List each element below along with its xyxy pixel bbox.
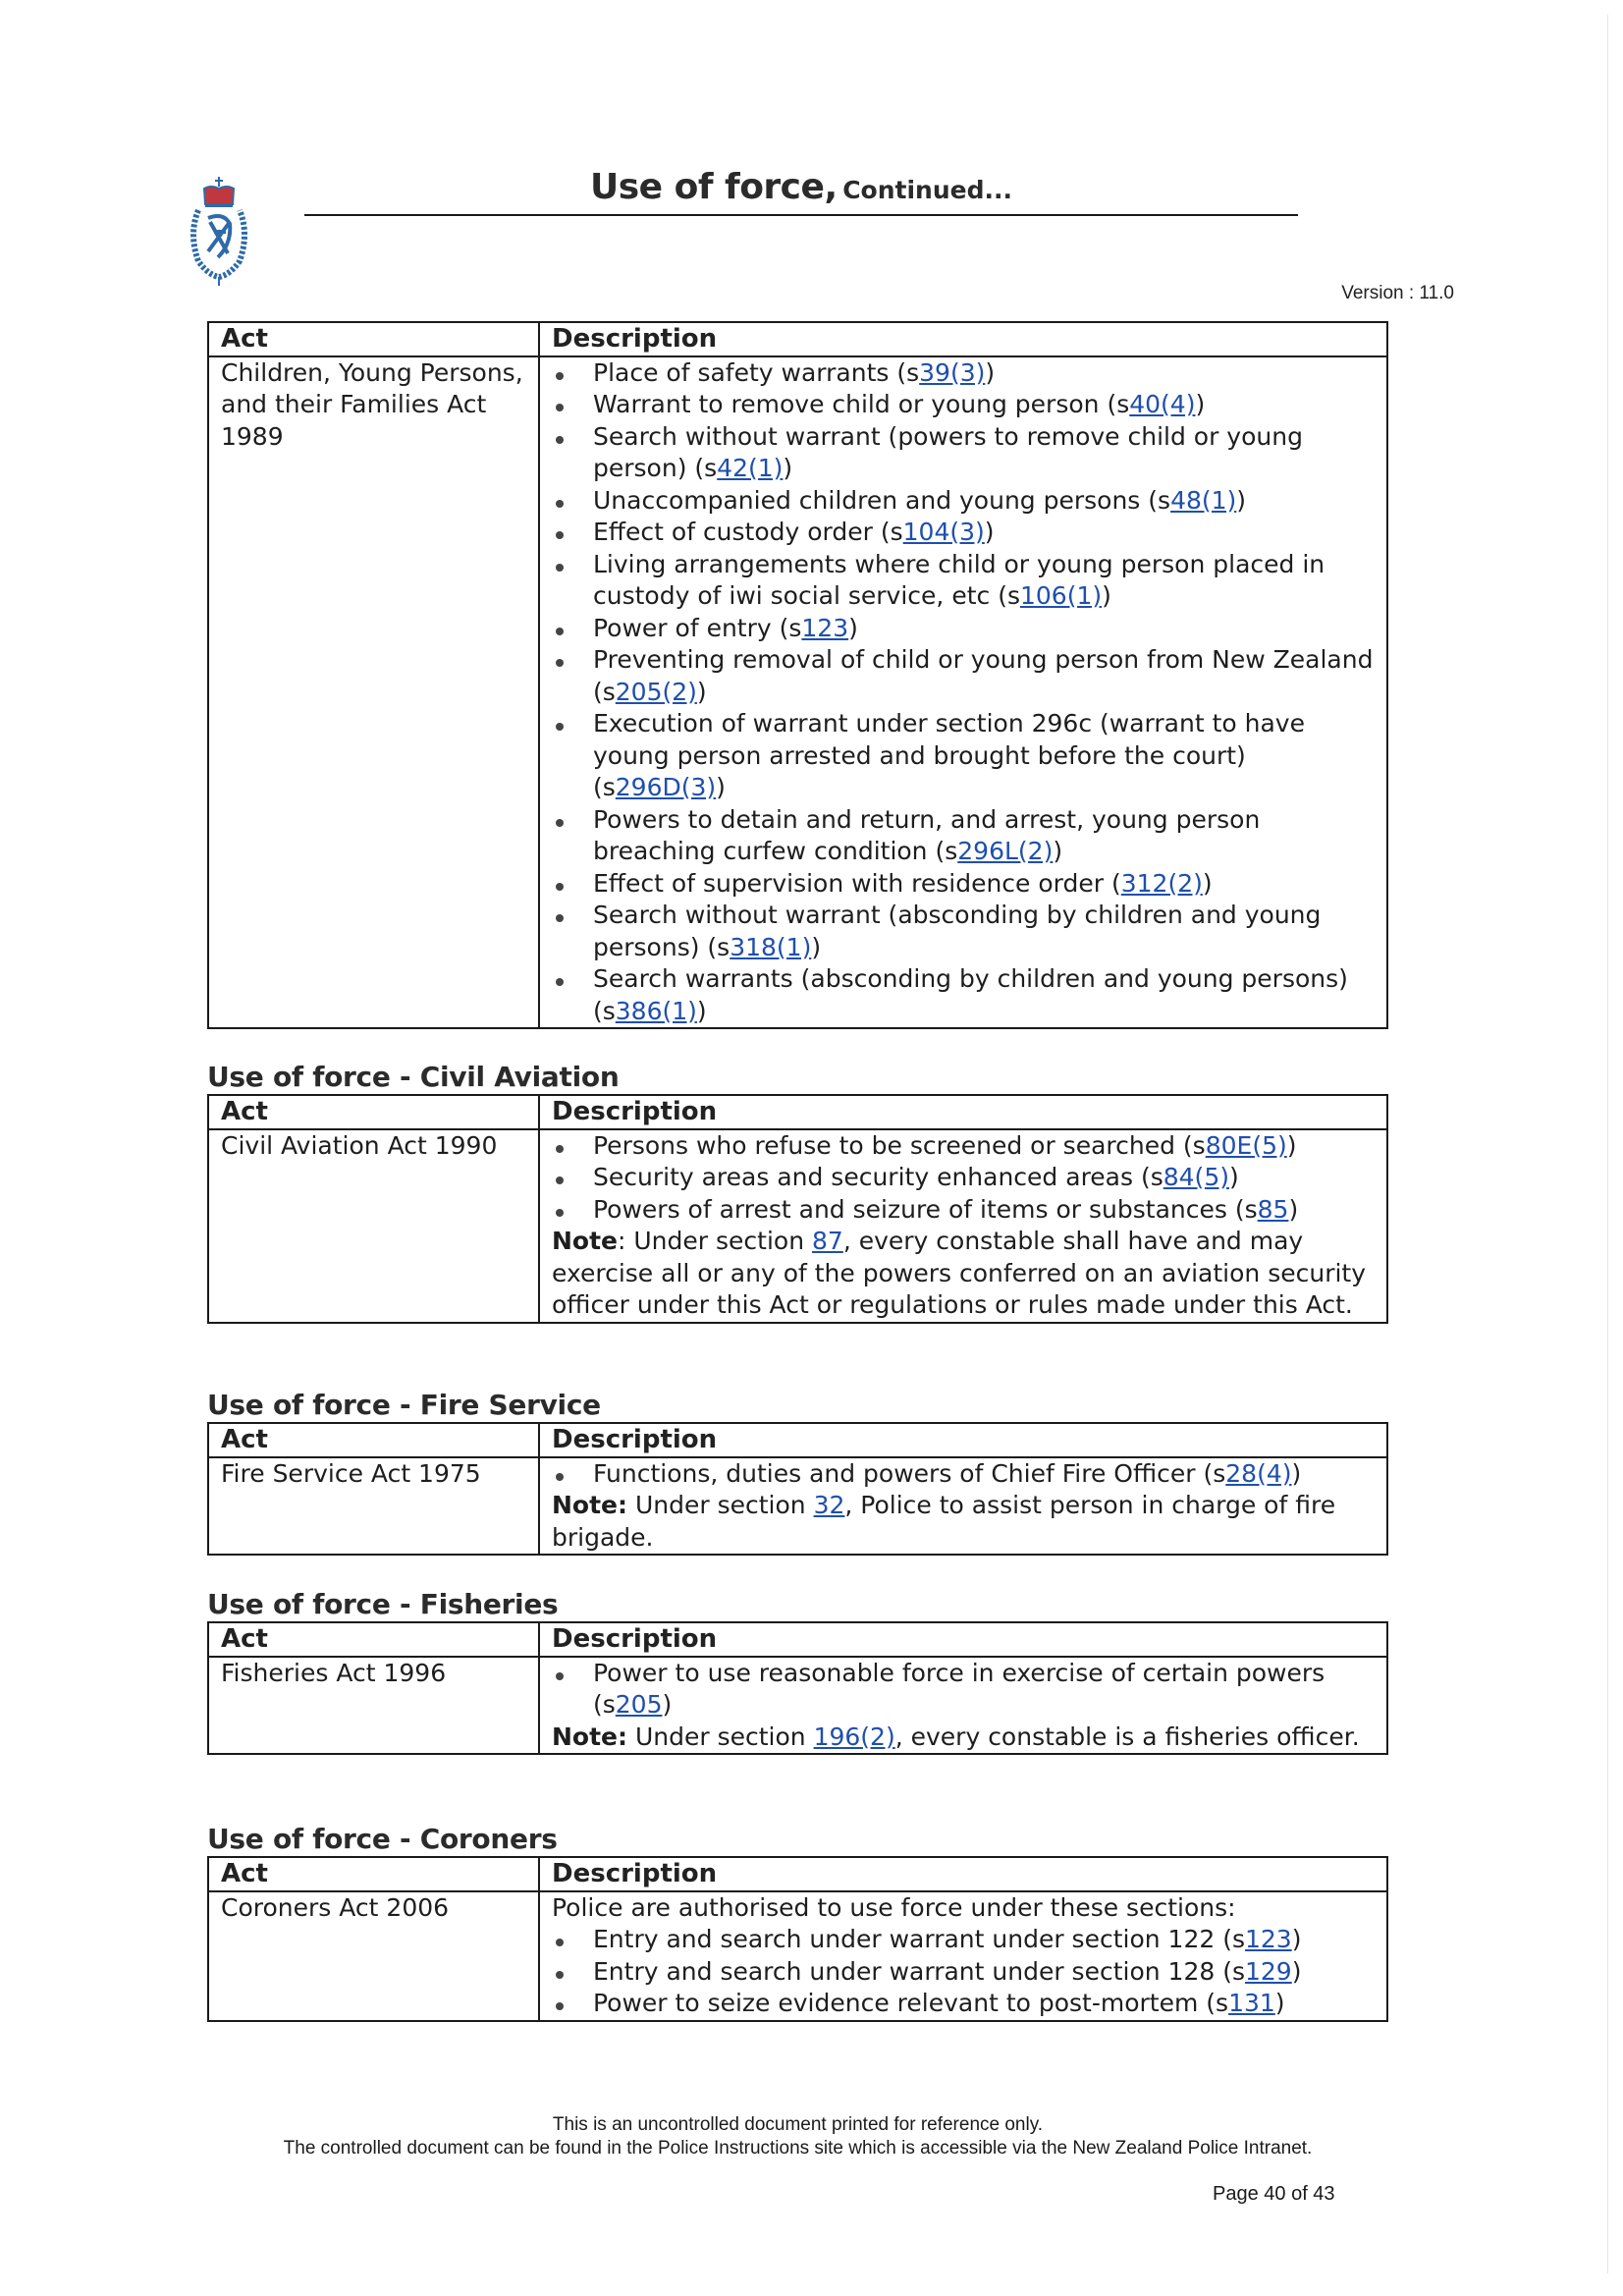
scan-edge — [1607, 15, 1608, 2273]
note-text: Under section — [627, 1491, 814, 1519]
section-heading: Use of force - Fisheries — [207, 1588, 559, 1620]
section-link[interactable]: 85 — [1257, 1194, 1289, 1224]
provision-close: ) — [1274, 1989, 1285, 2017]
provision-close: ) — [662, 1690, 673, 1719]
provision-text: Effect of custody order (s — [593, 518, 903, 546]
section-link[interactable]: 84(5) — [1163, 1163, 1229, 1191]
note-label: Note: — [552, 1491, 628, 1519]
provision-close: ) — [1288, 1194, 1299, 1224]
list-item — [552, 804, 1377, 868]
description-cell — [539, 356, 1387, 1029]
page-number: Page 40 of 43 — [1213, 2183, 1335, 2205]
provision-close: ) — [1291, 1458, 1302, 1488]
provision-text: Execution of warrant under section 296c (warrant to have young person arrested and brought before the court) (s — [593, 709, 1305, 801]
table-row — [208, 356, 1387, 1029]
section-link[interactable]: 48(1) — [1170, 485, 1237, 515]
table-header-row — [208, 1857, 1387, 1891]
provision-text: Search without warrant (absconding by children and young persons) (s — [593, 901, 1322, 961]
provision-list — [552, 357, 1377, 1028]
list-item — [552, 708, 1377, 804]
list-item — [552, 1162, 1377, 1194]
list-item — [552, 1658, 1377, 1722]
list-item — [552, 963, 1377, 1027]
section-link[interactable]: 87 — [812, 1227, 843, 1255]
section-link[interactable]: 318(1) — [730, 932, 812, 961]
provision-close: ) — [1195, 390, 1206, 418]
provision-close: ) — [696, 996, 707, 1025]
note-label: Note — [552, 1227, 619, 1255]
list-item — [552, 485, 1377, 518]
section-children-young-persons — [207, 321, 1388, 1029]
list-item — [552, 357, 1377, 390]
section-fire-service — [207, 1390, 1388, 1556]
provision-close: ) — [1228, 1163, 1239, 1191]
section-link[interactable]: 42(1) — [717, 454, 784, 482]
provision-text: Power to use reasonable force in exercise of certain powers (s — [593, 1658, 1325, 1719]
act-table — [207, 1856, 1388, 2022]
provision-text: Entry and search under warrant under section 128 (s — [593, 1956, 1245, 1986]
col-header-description: Description — [539, 1622, 1387, 1657]
provision-close: ) — [1202, 868, 1213, 898]
note-text: , every constable shall have and may exercise all or any of the powers conferred on an aviation security officer under this Act or regulations or rules made under this Act. — [552, 1227, 1367, 1319]
table-header-row — [208, 1095, 1387, 1129]
section-link[interactable]: 123 — [801, 613, 849, 642]
provision-close: ) — [984, 518, 995, 546]
section-link[interactable]: 205 — [615, 1690, 663, 1719]
list-item — [552, 868, 1377, 901]
page-title-main: Use of force, — [590, 167, 838, 207]
col-header-act: Act — [208, 1857, 539, 1891]
section-link[interactable]: 106(1) — [1019, 581, 1103, 610]
description-cell — [539, 1891, 1387, 2021]
table-row — [208, 1129, 1387, 1323]
provision-close: ) — [1291, 1925, 1302, 1953]
act-table — [207, 1094, 1388, 1324]
footer-disclaimer — [207, 2113, 1388, 2160]
provision-close: ) — [848, 613, 858, 642]
list-item — [552, 517, 1377, 549]
provision-text: Place of safety warrants (s — [593, 357, 920, 387]
list-item — [552, 389, 1377, 421]
provision-list — [552, 1458, 1377, 1491]
description-cell — [539, 1657, 1387, 1755]
act-name: Fire Service Act 1975 — [208, 1457, 539, 1556]
provision-text: Unaccompanied children and young persons (s — [593, 485, 1171, 515]
act-name: Coroners Act 2006 — [208, 1891, 539, 2021]
section-link[interactable]: 386(1) — [615, 996, 697, 1025]
col-header-description: Description — [539, 1423, 1387, 1457]
section-link[interactable]: 131 — [1228, 1989, 1275, 2017]
table-header-row — [208, 322, 1387, 356]
provision-text: Effect of supervision with residence order ( — [593, 868, 1121, 898]
provision-close: ) — [1053, 837, 1063, 865]
provision-list — [552, 1924, 1377, 2020]
act-name: Fisheries Act 1996 — [208, 1657, 539, 1755]
list-item — [552, 644, 1377, 708]
list-item — [552, 549, 1377, 613]
section-link[interactable]: 28(4) — [1225, 1458, 1292, 1488]
note-label: Note: — [552, 1722, 628, 1751]
provision-text: Power of entry (s — [593, 613, 802, 642]
section-link[interactable]: 40(4) — [1129, 390, 1196, 418]
list-item — [552, 1130, 1377, 1163]
note — [552, 1490, 1377, 1554]
col-header-act: Act — [208, 1095, 539, 1129]
provision-text: Entry and search under warrant under section 122 (s — [593, 1925, 1245, 1953]
nz-police-crest-icon — [185, 175, 253, 288]
provision-text: Power to seize evidence relevant to post-mortem (s — [593, 1989, 1229, 2017]
description-cell — [539, 1457, 1387, 1556]
provision-close: ) — [1286, 1130, 1297, 1160]
list-item — [552, 1956, 1377, 1989]
table-row — [208, 1657, 1387, 1755]
list-item — [552, 421, 1377, 485]
section-link[interactable]: 39(3) — [919, 357, 986, 387]
section-fisheries — [207, 1589, 1388, 1755]
note-text: , every constable is a fisheries officer. — [894, 1722, 1360, 1751]
note-text: Under section — [627, 1722, 814, 1751]
act-name: Civil Aviation Act 1990 — [208, 1129, 539, 1323]
section-link[interactable]: 32 — [813, 1491, 845, 1519]
act-table — [207, 1621, 1388, 1755]
section-heading: Use of force - Coroners — [207, 1823, 558, 1855]
provision-close: ) — [1236, 485, 1247, 515]
provision-close: ) — [696, 677, 707, 706]
note-text: : Under section — [618, 1227, 812, 1255]
list-item — [552, 613, 1377, 645]
provision-close: ) — [1102, 581, 1111, 610]
col-header-act: Act — [208, 1423, 539, 1457]
list-item — [552, 900, 1377, 963]
provision-text: Search warrants (absconding by children and young persons) (s — [593, 964, 1348, 1025]
provision-list — [552, 1130, 1377, 1227]
section-link[interactable]: 196(2) — [813, 1722, 895, 1751]
provision-text: Search without warrant (powers to remove child or young person) (s — [593, 421, 1303, 482]
col-header-act: Act — [208, 322, 539, 356]
act-table — [207, 321, 1388, 1029]
section-heading: Use of force - Civil Aviation — [207, 1061, 620, 1093]
col-header-description: Description — [539, 322, 1387, 356]
section-link[interactable]: 129 — [1245, 1956, 1292, 1986]
title-rule — [304, 214, 1298, 216]
table-row — [208, 1891, 1387, 2021]
provision-text: Powers to detain and return, and arrest, young person breaching curfew condition (s — [593, 804, 1261, 865]
provision-text: Warrant to remove child or young person (s — [593, 390, 1130, 418]
version-label: Version : 11.0 — [1341, 283, 1454, 303]
provision-close: ) — [716, 773, 726, 801]
section-coroners — [207, 1824, 1388, 2022]
provision-text: Preventing removal of child or young person from New Zealand (s — [593, 645, 1374, 706]
note — [552, 1722, 1377, 1754]
provision-close: ) — [1291, 1956, 1302, 1986]
act-name: Children, Young Persons, and their Families Act 1989 — [208, 356, 539, 1029]
description-cell — [539, 1129, 1387, 1323]
table-header-row — [208, 1423, 1387, 1457]
provision-text: Powers of arrest and seizure of items or substances (s — [593, 1194, 1258, 1224]
provision-close: ) — [811, 932, 822, 961]
section-link[interactable]: 296L(2) — [957, 837, 1054, 865]
section-link[interactable]: 312(2) — [1120, 868, 1203, 898]
list-item — [552, 1194, 1377, 1227]
footer-line-1: This is an uncontrolled document printed for reference only. — [552, 2114, 1044, 2135]
page-title — [304, 167, 1298, 207]
section-link[interactable]: 80E(5) — [1205, 1130, 1287, 1160]
section-link[interactable]: 104(3) — [902, 518, 985, 546]
section-link[interactable]: 205(2) — [615, 677, 697, 706]
page-title-suffix: Continued... — [842, 176, 1012, 204]
note — [552, 1226, 1377, 1322]
footer-line-2: The controlled document can be found in the Police Instructions site which is accessible via the New Zealand Police Intranet. — [283, 2138, 1313, 2159]
list-item — [552, 1924, 1377, 1956]
provision-text: Security areas and security enhanced areas (s — [593, 1163, 1163, 1191]
act-table — [207, 1422, 1388, 1556]
note-text: , Police to assist person in charge of fire brigade. — [552, 1491, 1336, 1552]
provision-list — [552, 1658, 1377, 1722]
section-link[interactable]: 296D(3) — [615, 773, 717, 801]
col-header-description: Description — [539, 1095, 1387, 1129]
provision-text: Living arrangements where child or young person placed in custody of iwi social service, etc (s — [593, 549, 1325, 610]
section-civil-aviation — [207, 1062, 1388, 1324]
table-row — [208, 1457, 1387, 1556]
provision-close: ) — [985, 357, 996, 387]
provision-close: ) — [783, 454, 793, 482]
list-item — [552, 1458, 1377, 1491]
provision-text: Persons who refuse to be screened or searched (s — [593, 1130, 1206, 1160]
description-intro: Police are authorised to use force under these sections: — [552, 1892, 1236, 1922]
col-header-description: Description — [539, 1857, 1387, 1891]
list-item — [552, 1988, 1377, 2020]
table-header-row — [208, 1622, 1387, 1657]
section-link[interactable]: 123 — [1245, 1925, 1292, 1953]
section-heading: Use of force - Fire Service — [207, 1389, 601, 1421]
provision-text: Functions, duties and powers of Chief Fire Officer (s — [593, 1458, 1226, 1488]
col-header-act: Act — [208, 1622, 539, 1657]
